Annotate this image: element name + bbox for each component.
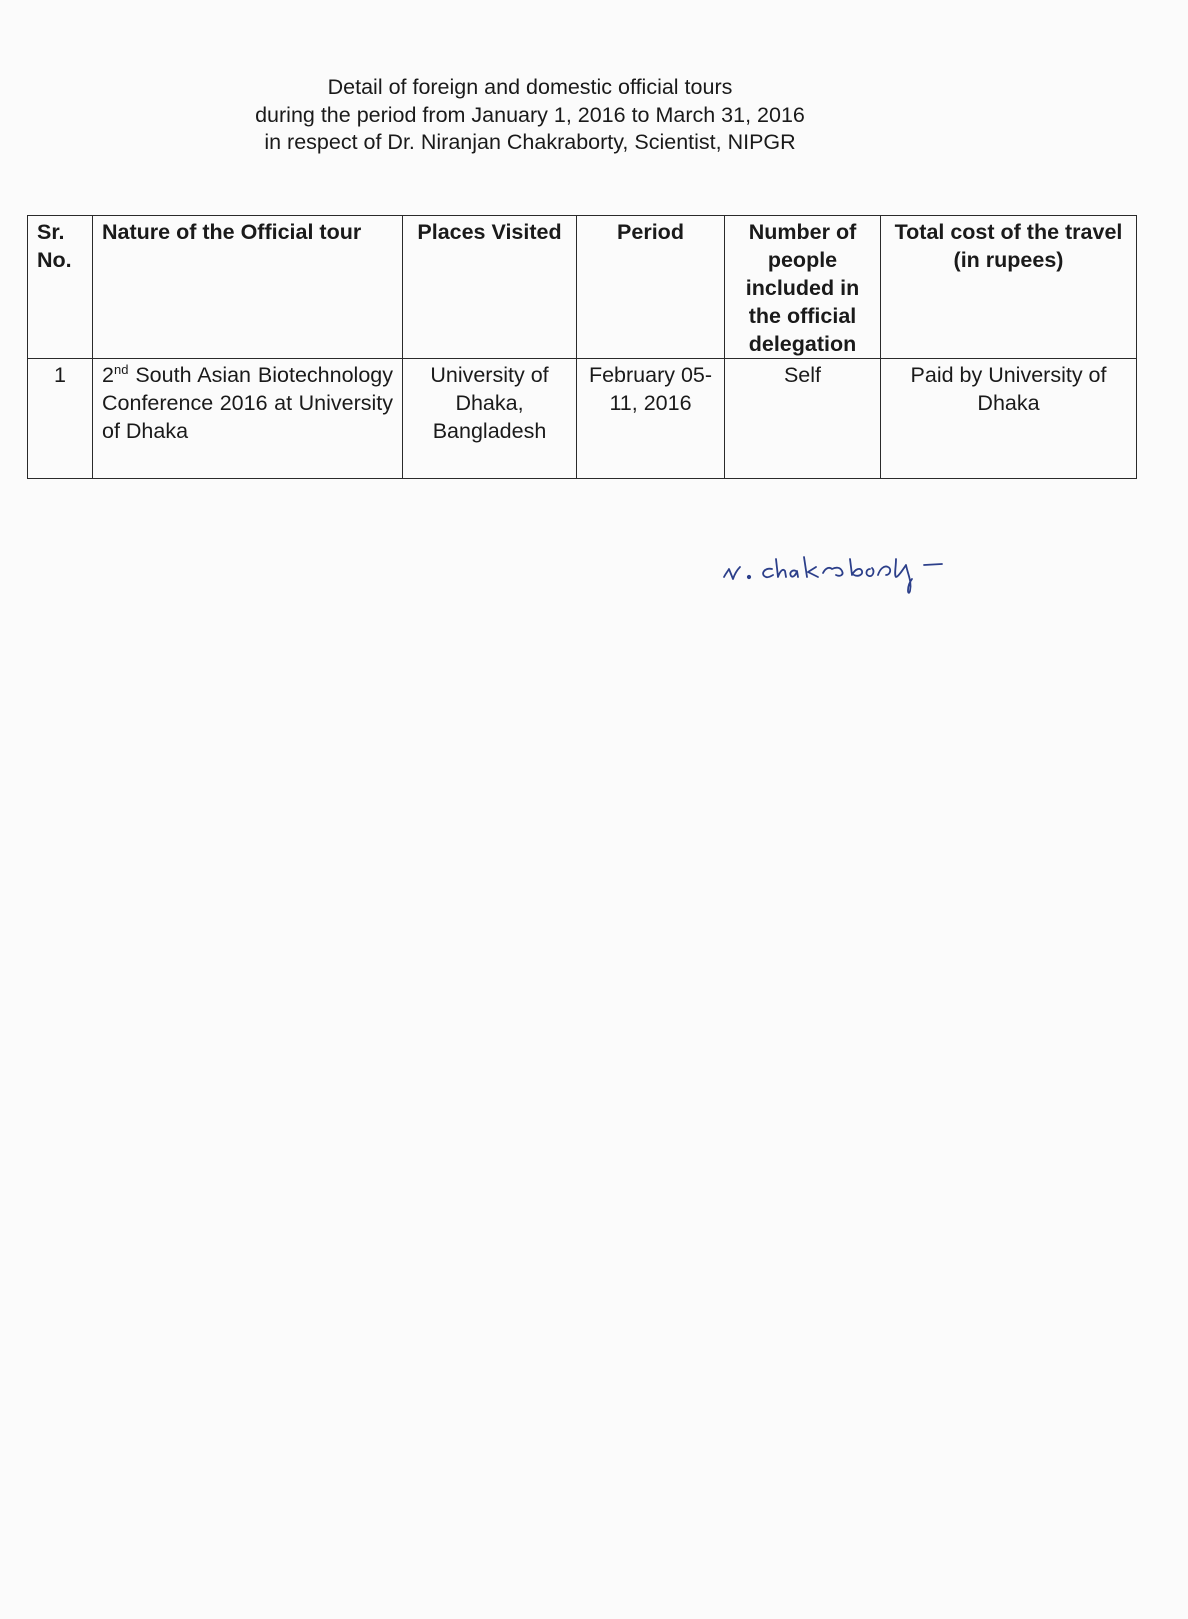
table-row — [28, 359, 1137, 479]
header-sr-no: Sr. No. — [28, 216, 93, 359]
heading-line-3: in respect of Dr. Niranjan Chakraborty, Scientist, NIPGR — [264, 130, 796, 154]
header-people: Number of people included in the official delegation — [725, 216, 881, 359]
cell-people: Self — [725, 359, 881, 479]
tours-table — [27, 215, 1137, 479]
header-places: Places Visited — [403, 216, 577, 359]
header-period: Period — [577, 216, 725, 359]
nature-ordinal: 2 — [102, 363, 114, 387]
cell-places: University of Dhaka, Bangladesh — [403, 359, 577, 479]
handwritten-signature — [720, 555, 1010, 605]
document-heading — [0, 74, 1060, 157]
cell-cost: Paid by University of Dhaka — [881, 359, 1137, 479]
table-header-row — [28, 216, 1137, 359]
cell-nature — [93, 359, 403, 479]
cell-period: February 05-11, 2016 — [577, 359, 725, 479]
header-cost: Total cost of the travel (in rupees) — [881, 216, 1137, 359]
cell-sr-no: 1 — [28, 359, 93, 479]
nature-text: South Asian Biotechnology Conference 2016 at University of Dhaka — [102, 363, 393, 443]
header-nature: Nature of the Official tour — [93, 216, 403, 359]
heading-line-2: during the period from January 1, 2016 to March 31, 2016 — [255, 102, 805, 127]
nature-ordinal-suffix: nd — [113, 361, 129, 377]
heading-line-1: Detail of foreign and domestic official tours — [327, 75, 733, 99]
